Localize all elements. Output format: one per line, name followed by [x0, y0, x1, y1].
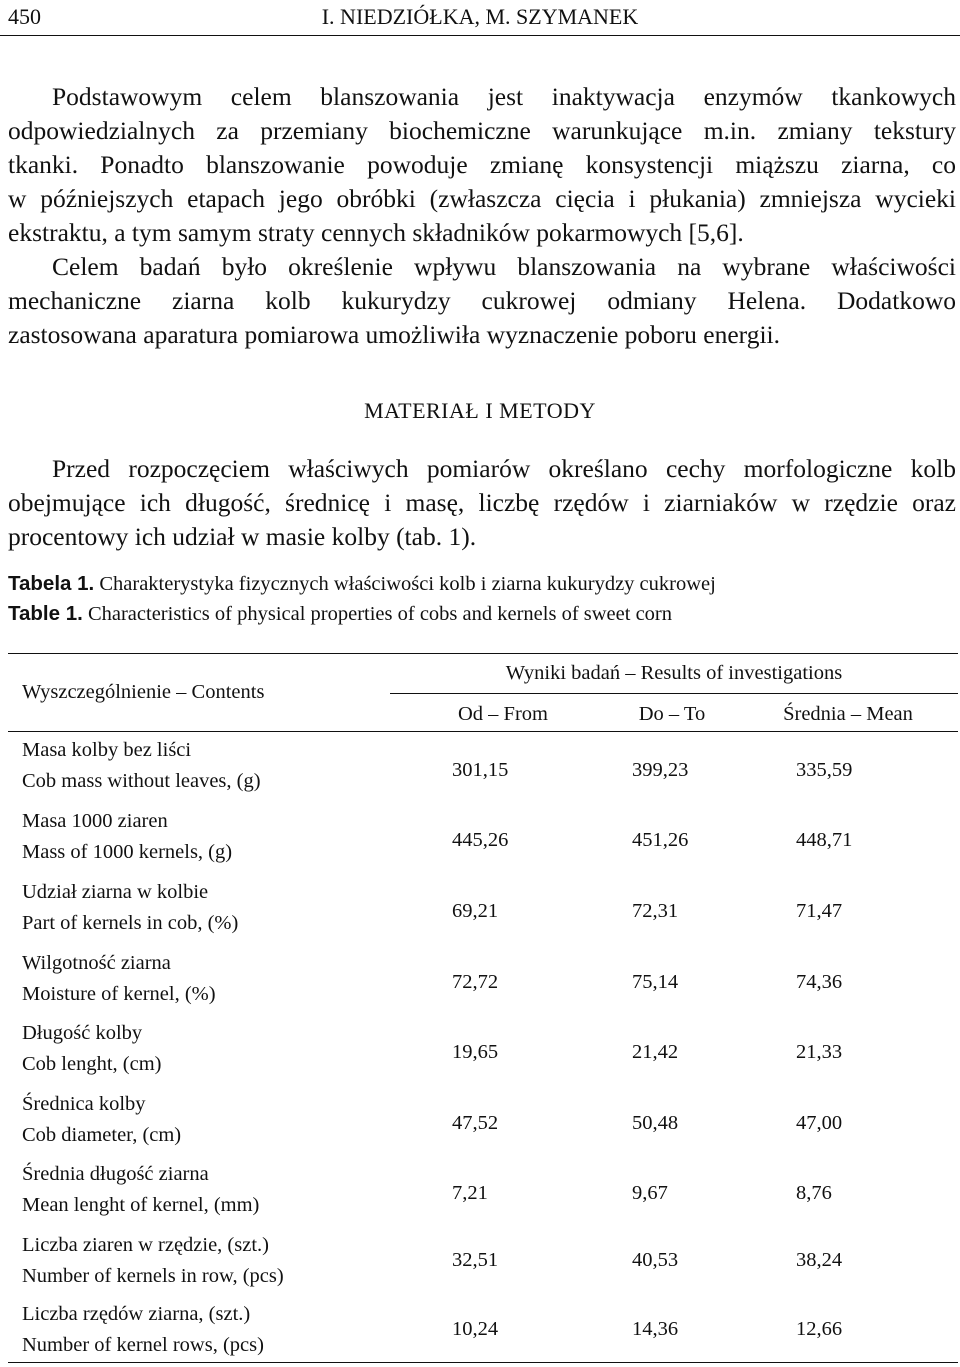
column-header-mean: Średnia – Mean	[783, 703, 913, 725]
text-line: odpowiedzialnych za przemiany biochemiczne warunkujące m.in. zmiany tekstury	[8, 116, 956, 145]
row-label-en: Mean lenght of kernel, (mm)	[22, 1194, 260, 1216]
methods-text	[8, 452, 956, 554]
header-bottom-rule	[8, 731, 958, 732]
text-line: obejmujące ich długość, średnicę i masę, liczbę rzędów i ziarniaków w rzędzie oraz	[8, 488, 956, 517]
cell-to: 50,48	[632, 1112, 679, 1134]
running-title: I. NIEDZIÓŁKA, M. SZYMANEK	[321, 4, 639, 29]
cell-from: 445,26	[452, 829, 509, 851]
cell-to: 72,31	[632, 900, 679, 922]
row-label-pl: Masa 1000 ziaren	[22, 810, 168, 832]
cell-mean: 335,59	[796, 759, 853, 781]
row-label-pl: Liczba ziaren w rzędzie, (szt.)	[22, 1234, 269, 1256]
cell-from: 69,21	[452, 900, 499, 922]
cell-from: 72,72	[452, 971, 499, 993]
page-number: 450	[8, 4, 41, 29]
row-label-en: Part of kernels in cob, (%)	[22, 912, 239, 934]
row-label-en: Cob lenght, (cm)	[22, 1053, 162, 1075]
text-line: tkanki. Ponadto blanszowanie powoduje zmianę konsystencji miąższu ziarna, co	[8, 150, 956, 179]
text-line: mechaniczne ziarna kolb kukurydzy cukrowej odmiany Helena. Dodatkowo	[8, 286, 956, 315]
text-line: Podstawowym celem blanszowania jest inaktywacja enzymów tkankowych	[52, 82, 956, 111]
table-row-label	[22, 1089, 181, 1151]
table-caption-en	[8, 602, 672, 626]
table-row-label	[22, 806, 232, 868]
cell-from: 19,65	[452, 1041, 499, 1063]
row-label-pl: Średnica kolby	[22, 1093, 146, 1115]
row-label-en: Cob mass without leaves, (g)	[22, 770, 261, 792]
cell-from: 7,21	[452, 1182, 488, 1204]
column-header-from: Od – From	[458, 703, 548, 725]
intro-text	[8, 80, 956, 352]
cell-mean: 448,71	[796, 829, 853, 851]
cell-to: 399,23	[632, 759, 689, 781]
text-line: Przed rozpoczęciem właściwych pomiarów określano cechy morfologiczne kolb	[52, 454, 956, 483]
row-label-pl: Średnia długość ziarna	[22, 1163, 209, 1185]
row-label-en: Cob diameter, (cm)	[22, 1124, 182, 1146]
cell-mean: 12,66	[796, 1318, 843, 1340]
row-label-pl: Wilgotność ziarna	[22, 952, 171, 974]
cell-mean: 47,00	[796, 1112, 843, 1134]
header-rule	[0, 35, 960, 36]
cell-to: 75,14	[632, 971, 679, 993]
caption-text: Characteristics of physical properties of cobs and kernels of sweet corn	[82, 603, 673, 625]
table-row-label	[22, 735, 261, 797]
text-line: Celem badań było określenie wpływu blanszowania na wybrane właściwości	[52, 252, 956, 281]
table-bottom-rule	[8, 1362, 958, 1363]
cell-from: 32,51	[452, 1249, 499, 1271]
page-header	[0, 0, 960, 34]
cell-from: 301,15	[452, 759, 509, 781]
cell-to: 14,36	[632, 1318, 679, 1340]
cell-mean: 38,24	[796, 1249, 843, 1271]
table-caption-pl	[8, 572, 716, 596]
table-row-label	[22, 1159, 259, 1221]
table-row-label	[22, 1299, 264, 1361]
caption-text: Charakterystyka fizycznych właściwości kolb i ziarna kukurydzy cukrowej	[94, 573, 716, 595]
cell-to: 21,42	[632, 1041, 679, 1063]
cell-to: 40,53	[632, 1249, 679, 1271]
text-line: procentowy ich udział w masie kolby (tab. 1).	[8, 522, 477, 551]
text-line: ekstraktu, a tym samym straty cennych składników pokarmowych [5,6].	[8, 218, 744, 247]
row-label-en: Number of kernels in row, (pcs)	[22, 1265, 284, 1287]
table-row-label	[22, 948, 216, 1010]
table-row-label	[22, 1018, 162, 1080]
cell-mean: 8,76	[796, 1182, 832, 1204]
group-header-rule	[390, 693, 958, 694]
column-header-to: Do – To	[638, 703, 706, 725]
section-heading: MATERIAŁ I METODY	[364, 398, 596, 423]
row-label-pl: Liczba rzędów ziarna, (szt.)	[22, 1303, 251, 1325]
cell-from: 10,24	[452, 1318, 499, 1340]
row-label-en: Mass of 1000 kernels, (g)	[22, 841, 233, 863]
caption-label: Table 1.	[8, 602, 83, 625]
cell-to: 451,26	[632, 829, 689, 851]
header-contents: Wyszczególnienie – Contents	[22, 681, 265, 703]
text-line: w późniejszych etapach jego obróbki (zwłaszcza cięcia i płukania) zmniejsza wycieki	[8, 184, 956, 213]
header-results-group: Wyniki badań – Results of investigations	[505, 662, 843, 684]
table-top-rule	[8, 653, 958, 654]
cell-to: 9,67	[632, 1182, 668, 1204]
cell-mean: 74,36	[796, 971, 843, 993]
cell-from: 47,52	[452, 1112, 499, 1134]
row-label-pl: Udział ziarna w kolbie	[22, 881, 209, 903]
table-row-label	[22, 877, 238, 939]
row-label-en: Number of kernel rows, (pcs)	[22, 1334, 264, 1356]
row-label-pl: Długość kolby	[22, 1022, 143, 1044]
caption-label: Tabela 1.	[8, 572, 95, 595]
table-row-label	[22, 1230, 284, 1292]
row-label-pl: Masa kolby bez liści	[22, 739, 192, 761]
cell-mean: 71,47	[796, 900, 843, 922]
cell-mean: 21,33	[796, 1041, 843, 1063]
row-label-en: Moisture of kernel, (%)	[22, 983, 216, 1005]
text-line: zastosowana aparatura pomiarowa umożliwiła wyznaczenie poboru energii.	[8, 320, 781, 349]
